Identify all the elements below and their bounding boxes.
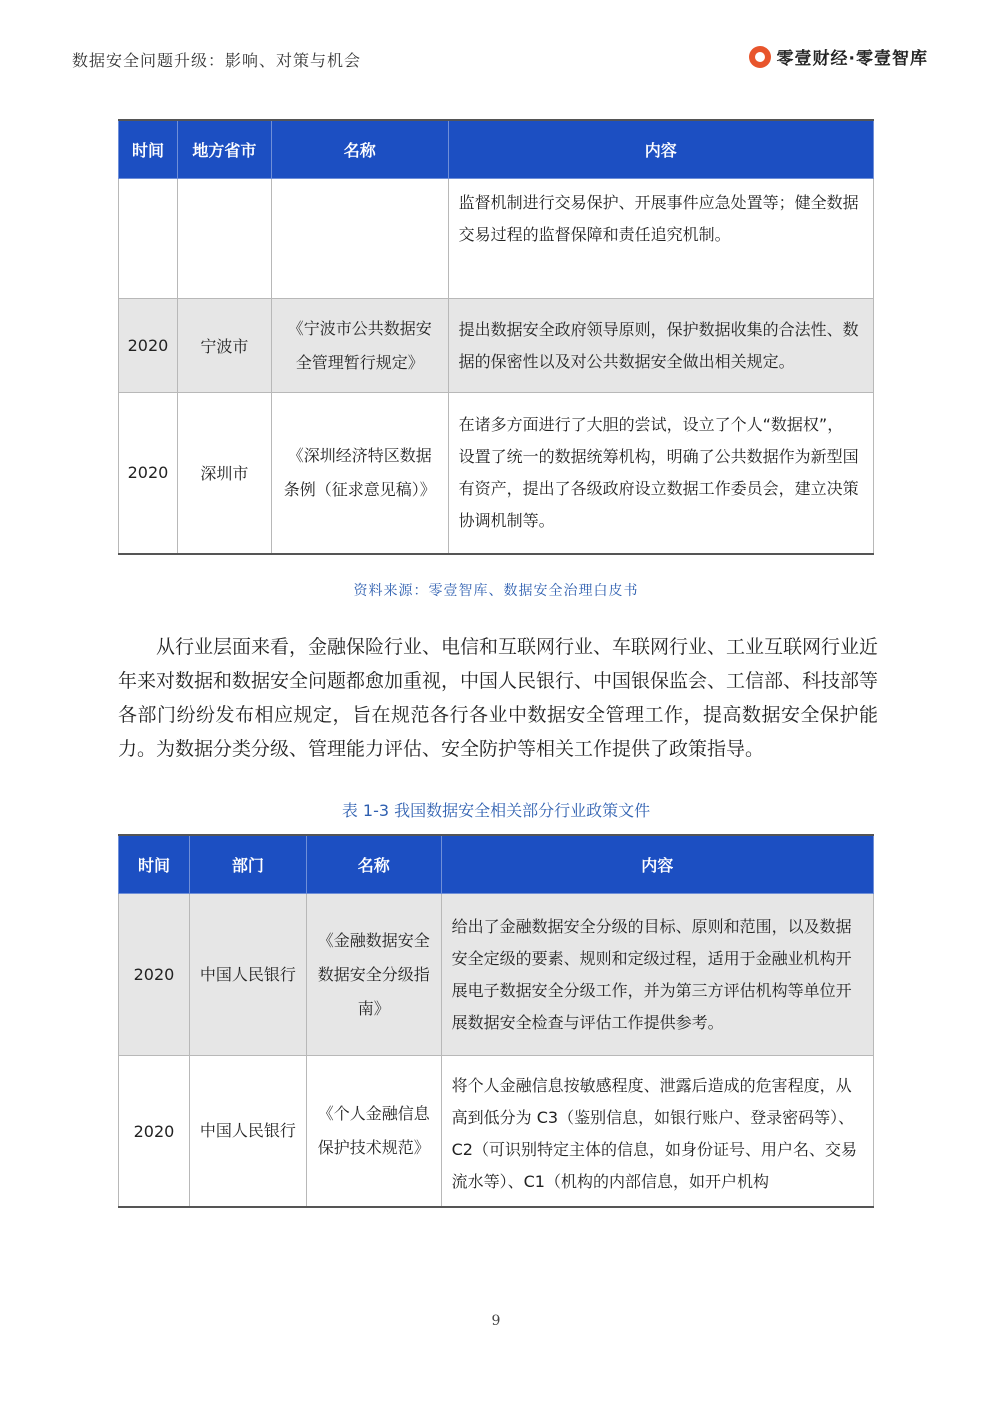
table-row xyxy=(119,1056,874,1208)
col-header-time: 时间 xyxy=(119,835,190,894)
cell-year: 2020 xyxy=(119,894,190,1056)
regional-policy-table xyxy=(118,119,874,555)
col-header-place: 地方省市 xyxy=(177,120,271,179)
col-header-time: 时间 xyxy=(119,120,178,179)
page-number: 9 xyxy=(491,1313,501,1329)
cell-place xyxy=(177,179,271,299)
cell-place: 深圳市 xyxy=(177,393,271,554)
cell-year: 2020 xyxy=(119,1056,190,1208)
cell-year: 2020 xyxy=(119,393,178,554)
document-header-title: 数据安全问题升级：影响、对策与机会 xyxy=(72,51,362,70)
body-paragraph: 从行业层面来看，金融保险行业、电信和互联网行业、车联网行业、工业互联网行业近年来对数据和数据安全问题都愈加重视，中国人民银行、中国银保监会、工信部、科技部等各部门纷纷发布相应规定，旨在规范各行各业中数据安全管理工作，提高数据安全保护能力。为数据分类分级、管理能力评估、安全防护等相关工作提供了政策指导。 xyxy=(118,636,879,760)
cell-name: 《金融数据安全数据安全分级指南》 xyxy=(306,894,441,1056)
cell-name: 《宁波市公共数据安全管理暂行规定》 xyxy=(271,299,448,393)
industry-policy-table xyxy=(118,834,874,1208)
table-row xyxy=(119,393,874,554)
table-header-row xyxy=(119,120,874,179)
source-note: 资料来源：零壹智库、数据安全治理白皮书 xyxy=(353,583,639,599)
cell-name xyxy=(271,179,448,299)
table-row xyxy=(119,299,874,393)
table-header-row xyxy=(119,835,874,894)
brand-logo-icon xyxy=(749,46,771,68)
brand xyxy=(749,44,928,69)
cell-content: 给出了金融数据安全分级的目标、原则和范围，以及数据安全定级的要素、规则和定级过程，适用于金融业机构开展电子数据安全分级工作，并为第三方评估机构等单位开展数据安全检查与评估工作提供参考。 xyxy=(441,894,873,1056)
col-header-name: 名称 xyxy=(271,120,448,179)
table-row xyxy=(119,894,874,1056)
col-header-name: 名称 xyxy=(306,835,441,894)
cell-place: 宁波市 xyxy=(177,299,271,393)
brand-name: 零壹财经·零壹智库 xyxy=(776,49,928,69)
cell-year xyxy=(119,179,178,299)
cell-name: 《深圳经济特区数据条例（征求意见稿）》 xyxy=(271,393,448,554)
col-header-content: 内容 xyxy=(448,120,873,179)
cell-content: 提出数据安全政府领导原则，保护数据收集的合法性、数据的保密性以及对公共数据安全做出相关规定。 xyxy=(448,299,873,393)
cell-dept: 中国人民银行 xyxy=(189,1056,306,1208)
table-caption: 表 1-3 我国数据安全相关部分行业政策文件 xyxy=(341,801,651,820)
cell-content: 在诸多方面进行了大胆的尝试，设立了个人“数据权”，设置了统一的数据统筹机构，明确了公共数据作为新型国有资产，提出了各级政府设立数据工作委员会，建立决策协调机制等。 xyxy=(448,393,873,554)
cell-name: 《个人金融信息保护技术规范》 xyxy=(306,1056,441,1208)
col-header-dept: 部门 xyxy=(189,835,306,894)
cell-content: 将个人金融信息按敏感程度、泄露后造成的危害程度，从高到低分为 C3（鉴别信息，如银行账户、登录密码等）、C2（可识别特定主体的信息，如身份证号、用户名、交易流水等）、C1（机构的内部信息，如开户机构 xyxy=(441,1056,873,1208)
table-row xyxy=(119,179,874,299)
cell-year: 2020 xyxy=(119,299,178,393)
col-header-content: 内容 xyxy=(441,835,873,894)
cell-dept: 中国人民银行 xyxy=(189,894,306,1056)
cell-content: 监督机制进行交易保护、开展事件应急处置等；健全数据交易过程的监督保障和责任追究机制。 xyxy=(448,179,873,299)
